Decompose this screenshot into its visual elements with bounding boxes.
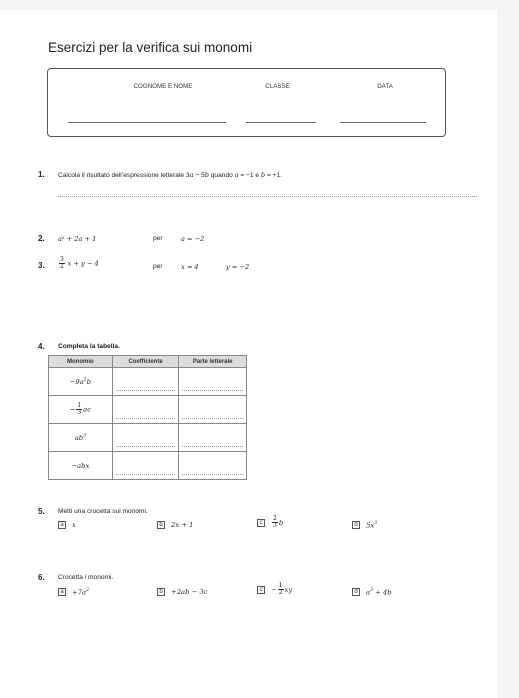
- class-label: CLASSE: [265, 83, 290, 90]
- checkbox-d[interactable]: d: [352, 521, 360, 529]
- literal-part-answer-cell[interactable]: [179, 368, 247, 396]
- monomial-table: [48, 355, 247, 480]
- page-title: Esercizi per la verifica sui monomi: [48, 40, 253, 55]
- table-row: [49, 396, 247, 424]
- literal-part-answer-cell[interactable]: [179, 424, 247, 452]
- answer-line-1[interactable]: [58, 196, 477, 197]
- worksheet-page: [0, 10, 497, 698]
- q6-option-d[interactable]: d $a^3 + 4b$: [352, 588, 392, 596]
- checkbox-a[interactable]: a: [58, 521, 66, 529]
- question-2-expression: a² + 2a + 1: [58, 235, 97, 243]
- q6-option-b[interactable]: b +2ab − 3c: [157, 588, 208, 596]
- q5-option-d[interactable]: d $5x^3$: [352, 521, 377, 529]
- q6-option-a[interactable]: a $+7a^2$: [58, 588, 89, 596]
- student-info-box: [47, 68, 446, 137]
- question-2-number: 2.: [38, 234, 45, 243]
- monomial-cell: − $\frac{1}{3}$ ac: [49, 396, 113, 424]
- literal-part-answer-cell[interactable]: [179, 452, 247, 480]
- checkbox-d[interactable]: d: [352, 588, 360, 596]
- question-5-number: 5.: [38, 507, 45, 516]
- table-row: [49, 368, 247, 396]
- name-field[interactable]: [68, 122, 226, 123]
- col-header-parte-letterale: Parte letterale: [179, 356, 247, 368]
- question-4-text: Completa la tabella.: [58, 343, 120, 350]
- q5-option-a[interactable]: a x: [58, 521, 76, 529]
- checkbox-b[interactable]: b: [157, 588, 165, 596]
- coefficient-answer-cell[interactable]: [112, 424, 179, 452]
- coefficient-answer-cell[interactable]: [112, 452, 179, 480]
- monomial-cell: $-9a^2b$: [49, 368, 113, 396]
- question-1-text: Calcola il risultato dell’espressione letterale 3a − 5b quando a = −1 e b = +1.: [58, 171, 283, 179]
- q5-option-b[interactable]: b 2x + 1: [157, 521, 194, 529]
- question-3-condition-y: y = −2: [226, 263, 250, 271]
- checkbox-c[interactable]: c: [257, 586, 265, 594]
- date-label: DATA: [377, 83, 393, 90]
- question-1-number: 1.: [38, 170, 45, 179]
- checkbox-a[interactable]: a: [58, 588, 66, 596]
- question-3-number: 3.: [38, 261, 45, 270]
- table-row: [49, 424, 247, 452]
- col-header-coefficiente: Coefficiente: [112, 356, 179, 368]
- checkbox-b[interactable]: b: [157, 521, 165, 529]
- question-2-condition: a = −2: [181, 235, 205, 243]
- question-3-per: per: [153, 263, 163, 270]
- coefficient-answer-cell[interactable]: [112, 368, 179, 396]
- coefficient-answer-cell[interactable]: [112, 396, 179, 424]
- monomial-cell: −abx: [49, 452, 113, 480]
- question-2-per: per: [153, 235, 163, 242]
- question-4-number: 4.: [38, 342, 45, 351]
- question-3-expression: $\frac{3}{2}$ x + y − 4: [60, 256, 99, 270]
- q6-option-c[interactable]: c − $\frac{1}{2}$ xy: [257, 583, 292, 596]
- q5-option-c[interactable]: c $\frac{2}{3}$ b: [257, 516, 283, 529]
- col-header-monomio: Monomio: [49, 356, 113, 368]
- date-field[interactable]: [340, 122, 426, 123]
- question-6-number: 6.: [38, 573, 45, 582]
- fraction-three-halves: $\frac{3}{2}$: [60, 256, 64, 270]
- class-field[interactable]: [246, 122, 316, 123]
- checkbox-c[interactable]: c: [257, 519, 265, 527]
- question-3-condition-x: x = 4: [181, 263, 199, 271]
- question-6-text: Crocetta i monomi.: [58, 574, 114, 581]
- literal-part-answer-cell[interactable]: [179, 396, 247, 424]
- table-row: [49, 452, 247, 480]
- question-5-text: Metti una crocetta sui monomi.: [58, 508, 148, 515]
- name-label: COGNOME E NOME: [133, 83, 193, 90]
- monomial-cell: $ab^3$: [49, 424, 113, 452]
